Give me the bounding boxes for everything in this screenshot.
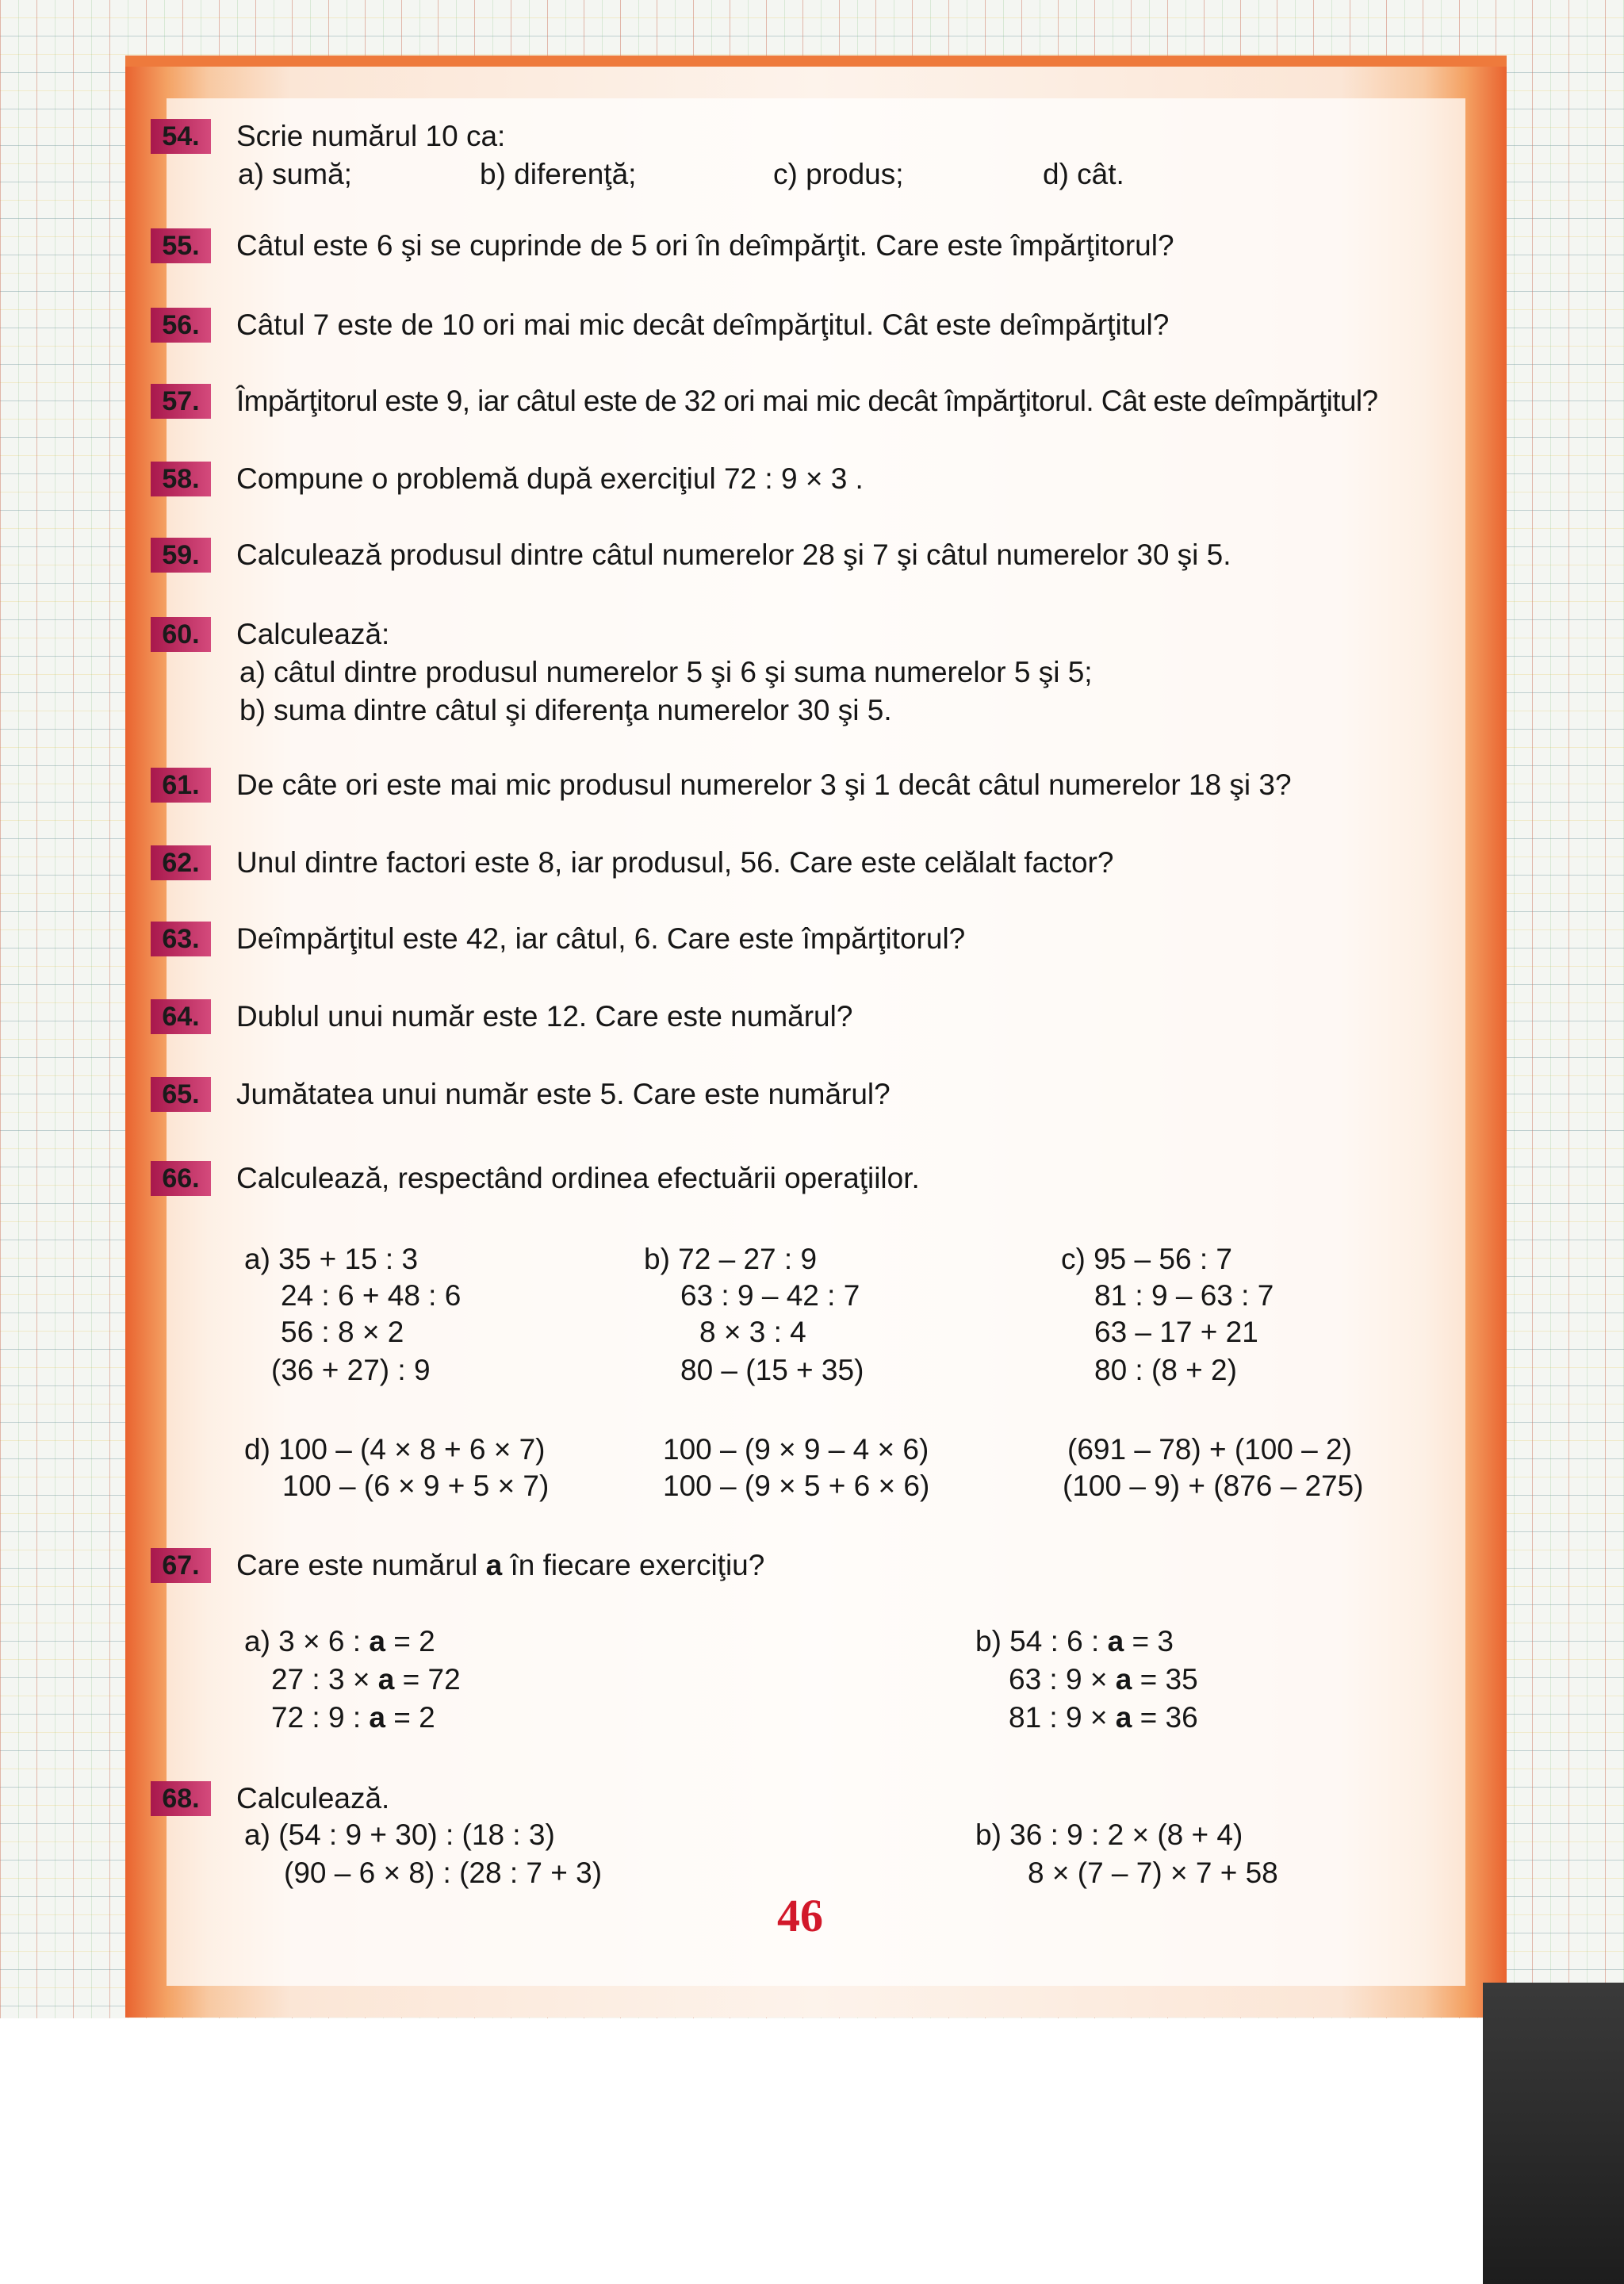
exercise-number: 55.	[151, 228, 211, 263]
exercise-text: Calculează:	[236, 618, 390, 650]
option-d: d) cât.	[1043, 158, 1124, 190]
expression: (691 – 78) + (100 – 2)	[1067, 1433, 1352, 1466]
exercise-text: Calculează, respectând ordinea efectuării operaţiilor.	[236, 1162, 920, 1194]
expression: 63 – 17 + 21	[1094, 1316, 1258, 1348]
expression: 100 – (9 × 5 + 6 × 6)	[663, 1470, 930, 1502]
variable-a: a	[1115, 1701, 1132, 1734]
exercise-text: Dublul unui număr este 12. Care este numărul?	[236, 1000, 853, 1033]
expression: c) 95 – 56 : 7	[1061, 1243, 1232, 1275]
eq-right: = 3	[1124, 1625, 1174, 1657]
variable-a: a	[1115, 1663, 1132, 1696]
exercise-number: 67.	[151, 1548, 211, 1583]
variable-a: a	[377, 1663, 395, 1696]
exercise-text	[236, 1546, 764, 1585]
expression: 24 : 6 + 48 : 6	[281, 1279, 462, 1312]
equation	[271, 1699, 435, 1737]
scan-edge	[1483, 1983, 1624, 2284]
equation	[1009, 1661, 1198, 1699]
exercise-number: 61.	[151, 768, 211, 803]
exercise-number: 68.	[151, 1781, 211, 1816]
exercise-text: De câte ori este mai mic produsul numerelor 3 şi 1 decât câtul numerelor 18 şi 3?	[236, 768, 1292, 801]
expression: 8 × 3 : 4	[699, 1316, 806, 1348]
expression: d) 100 – (4 × 8 + 6 × 7)	[244, 1433, 546, 1466]
exercise-text: Împărţitorul este 9, iar câtul este de 32 ori mai mic decât împărţitorul. Cât este deîmpărţitul?	[236, 385, 1378, 417]
exercise-number: 62.	[151, 845, 211, 880]
page-number: 46	[777, 1890, 823, 1941]
text-part: Care este numărul	[236, 1549, 486, 1581]
exercise-text: Câtul 7 este de 10 ori mai mic decât deîmpărţitul. Cât este deîmpărţitul?	[236, 308, 1170, 341]
expression: 63 : 9 – 42 : 7	[680, 1279, 860, 1312]
exercise-number: 56.	[151, 308, 211, 343]
equation	[244, 1623, 435, 1661]
bottom-margin	[0, 2018, 1624, 2284]
exercise-text: Scrie numărul 10 ca:	[236, 120, 506, 152]
variable-a: a	[485, 1549, 503, 1581]
expression: b) 72 – 27 : 9	[644, 1243, 818, 1275]
variable-a: a	[1107, 1625, 1124, 1657]
eq-left: 72 : 9 :	[271, 1701, 370, 1734]
eq-left: a) 3 × 6 :	[244, 1625, 370, 1657]
eq-right: = 2	[385, 1625, 435, 1657]
eq-right: = 2	[385, 1701, 435, 1734]
exercise-number: 59.	[151, 538, 211, 573]
exercise-text: Calculează.	[236, 1782, 390, 1815]
eq-left: 81 : 9 ×	[1009, 1701, 1116, 1734]
option-c: c) produs;	[773, 158, 904, 190]
expression: (36 + 27) : 9	[271, 1354, 431, 1386]
exercise-text: Câtul este 6 şi se cuprinde de 5 ori în deîmpărţit. Care este împărţitorul?	[236, 229, 1174, 262]
exercise-text: Jumătatea unui număr este 5. Care este numărul?	[236, 1078, 891, 1110]
eq-left: 27 : 3 ×	[271, 1663, 378, 1696]
exercise-text: Deîmpărţitul este 42, iar câtul, 6. Care este împărţitorul?	[236, 922, 966, 955]
exercise-number: 58.	[151, 462, 211, 496]
expression: a) (54 : 9 + 30) : (18 : 3)	[244, 1818, 555, 1851]
variable-a: a	[369, 1625, 385, 1657]
text-part: în fiecare exerciţiu?	[502, 1549, 765, 1581]
expression: b) 36 : 9 : 2 × (8 + 4)	[975, 1818, 1243, 1851]
expression: 81 : 9 – 63 : 7	[1094, 1279, 1274, 1312]
exercise-number: 54.	[151, 119, 211, 154]
exercise-number: 66.	[151, 1161, 211, 1196]
equation	[271, 1661, 461, 1699]
exercise-number: 57.	[151, 384, 211, 419]
exercise-text: Calculează produsul dintre câtul numerelor 28 şi 7 şi câtul numerelor 30 şi 5.	[236, 538, 1231, 571]
expression: (100 – 9) + (876 – 275)	[1063, 1470, 1364, 1502]
eq-left: b) 54 : 6 :	[975, 1625, 1108, 1657]
eq-right: = 36	[1132, 1701, 1198, 1734]
exercise-number: 63.	[151, 922, 211, 956]
expression: 8 × (7 – 7) × 7 + 58	[1028, 1857, 1278, 1889]
subitem-a: a) câtul dintre produsul numerelor 5 şi 6 şi suma numerelor 5 şi 5;	[239, 656, 1093, 688]
eq-right: = 72	[394, 1663, 461, 1696]
eq-right: = 35	[1132, 1663, 1198, 1696]
subitem-b: b) suma dintre câtul şi diferenţa numerelor 30 şi 5.	[239, 694, 892, 726]
option-b: b) diferenţă;	[480, 158, 637, 190]
equation	[975, 1623, 1174, 1661]
expression: 56 : 8 × 2	[281, 1316, 404, 1348]
expression: 80 : (8 + 2)	[1094, 1354, 1237, 1386]
expression: (90 – 6 × 8) : (28 : 7 + 3)	[284, 1857, 603, 1889]
variable-a: a	[369, 1701, 385, 1734]
exercise-text: Unul dintre factori este 8, iar produsul, 56. Care este celălalt factor?	[236, 846, 1114, 879]
expression: 100 – (6 × 9 + 5 × 7)	[282, 1470, 550, 1502]
option-a: a) sumă;	[238, 158, 352, 190]
expression: a) 35 + 15 : 3	[244, 1243, 419, 1275]
exercise-number: 65.	[151, 1077, 211, 1112]
exercise-text: Compune o problemă după exerciţiul 72 : 9 × 3 .	[236, 462, 864, 495]
expression: 100 – (9 × 9 – 4 × 6)	[663, 1433, 929, 1466]
exercise-number: 60.	[151, 617, 211, 652]
expression: 80 – (15 + 35)	[680, 1354, 864, 1386]
exercise-number: 64.	[151, 999, 211, 1034]
equation	[1009, 1699, 1198, 1737]
eq-left: 63 : 9 ×	[1009, 1663, 1116, 1696]
